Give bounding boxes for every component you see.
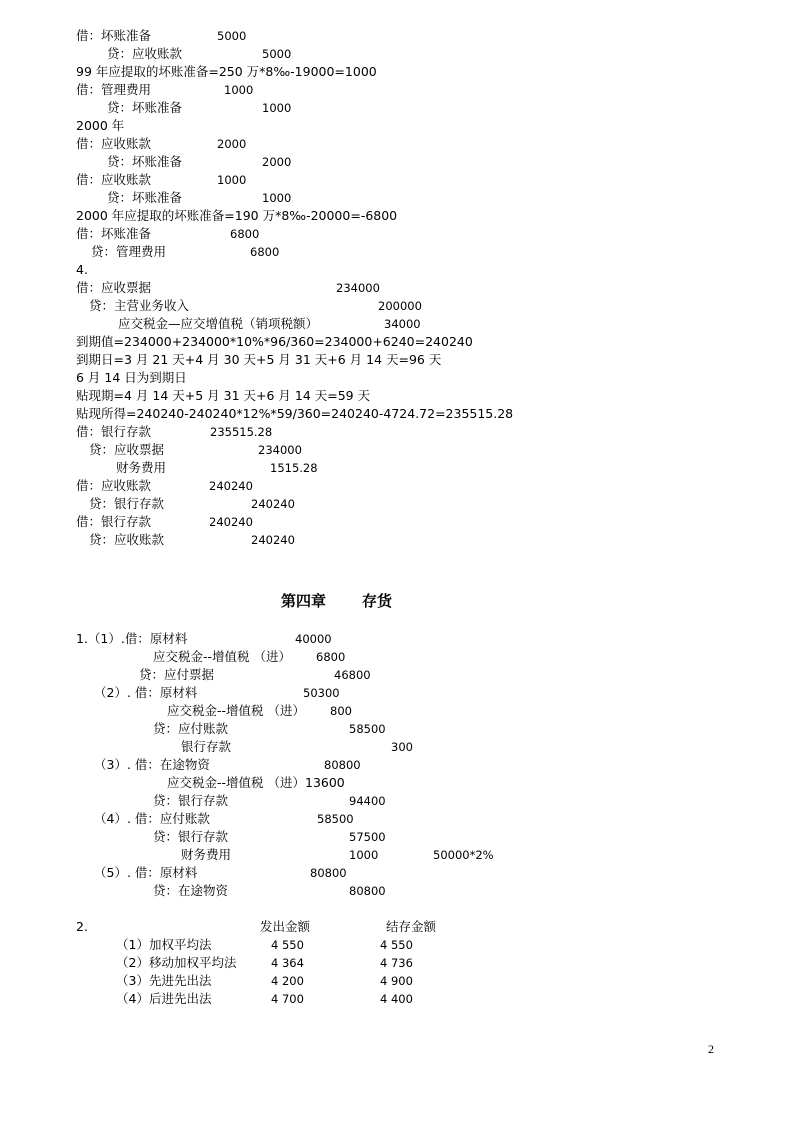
entry-line: 贷：管理费用 6800 — [91, 244, 280, 259]
table-row: （2）移动加权平均法 4 364 4 736 — [116, 955, 413, 970]
entry-line: 应交税金--增值税 （进） 6800 — [153, 649, 346, 664]
entry-line: 贷：在途物资 80800 — [153, 883, 386, 898]
entry-line: 贷：应付票据 46800 — [139, 667, 371, 682]
table-row: （4）后进先出法 4 700 4 400 — [116, 991, 413, 1006]
entry-line: 借：管理费用 1000 — [76, 82, 254, 97]
entry-line: 99 年应提取的坏账准备=250 万*8‰-19000=1000 — [76, 64, 377, 79]
entry-line: 应交税金—应交增值税（销项税额） 34000 — [118, 316, 421, 331]
column-header: 发出金额 — [260, 919, 311, 934]
entry-line: 借：坏账准备 6800 — [76, 226, 260, 241]
chapter-title: 存货 — [362, 592, 393, 610]
entry-line: （3）. 借：在途物资 80800 — [94, 757, 361, 772]
entry-line: 贷：应付账款 58500 — [153, 721, 386, 736]
entry-line: 借：银行存款 235515.28 — [76, 424, 273, 439]
entry-line: 4. — [76, 262, 88, 277]
entry-line: （2）. 借：原材料 50300 — [94, 685, 340, 700]
question-number: 2. — [76, 919, 88, 934]
entry-line: 2000 年应提取的坏账准备=190 万*8‰-20000=-6800 — [76, 208, 398, 223]
entry-line: 贷：主营业务收入 200000 — [89, 298, 422, 313]
entry-line: 贴现所得=240240-240240*12%*59/360=240240-4724.72=235515.28 — [76, 406, 514, 421]
table-row: （1）加权平均法 4 550 4 550 — [116, 937, 413, 952]
entry-line: 贷：应收票据 234000 — [89, 442, 302, 457]
entry-line: 贷：应收账款 5000 — [107, 46, 292, 61]
entry-line: 到期日=3 月 21 天+4 月 30 天+5 月 31 天+6 月 14 天=96 天 — [76, 352, 442, 367]
entry-line: 借：应收账款 240240 — [76, 478, 253, 493]
entry-line: 贷：银行存款 94400 — [153, 793, 386, 808]
entry-line: 贷：银行存款 57500 — [153, 829, 386, 844]
entry-line: 借：坏账准备 5000 — [76, 28, 247, 43]
entry-line: 银行存款 300 — [181, 739, 413, 754]
entry-line: 贴现期=4 月 14 天+5 月 31 天+6 月 14 天=59 天 — [76, 388, 371, 403]
entry-line: 贷：坏账准备 1000 — [107, 190, 292, 205]
chapter-number: 第四章 — [281, 592, 327, 610]
table-row: （3）先进先出法 4 200 4 900 — [116, 973, 413, 988]
entry-line: （5）. 借：原材料 80800 — [94, 865, 347, 880]
entry-line: 应交税金--增值税 （进）13600 — [167, 775, 345, 790]
entry-line: 应交税金--增值税 （进） 800 — [167, 703, 352, 718]
entry-line: （4）. 借：应付账款 58500 — [94, 811, 354, 826]
page-number: 2 — [708, 1042, 714, 1056]
entry-line: 财务费用 1000 50000*2% — [181, 847, 494, 862]
entry-line: 贷：应收账款 240240 — [89, 532, 295, 547]
entry-line: 借：应收账款 2000 — [76, 136, 247, 151]
entry-line: 借：应收账款 1000 — [76, 172, 247, 187]
entry-line: 借：银行存款 240240 — [76, 514, 253, 529]
table-header-row — [0, 918, 437, 936]
entry-line: 2000 年 — [76, 118, 125, 133]
entry-line: 贷：坏账准备 1000 — [107, 100, 292, 115]
entry-line: 贷：银行存款 240240 — [89, 496, 295, 511]
entry-line: 6 月 14 日为到期日 — [76, 370, 187, 385]
entry-line: 财务费用 1515.28 — [116, 460, 318, 475]
column-header: 结存金额 — [386, 919, 437, 934]
entry-line: 1.（1）.借：原材料 40000 — [76, 631, 332, 646]
chapter-heading — [0, 590, 794, 612]
entry-line: 到期值=234000+234000*10%*96/360=234000+6240=240240 — [76, 334, 473, 349]
entry-line: 借：应收票据 234000 — [76, 280, 380, 295]
entry-line: 贷：坏账准备 2000 — [107, 154, 292, 169]
